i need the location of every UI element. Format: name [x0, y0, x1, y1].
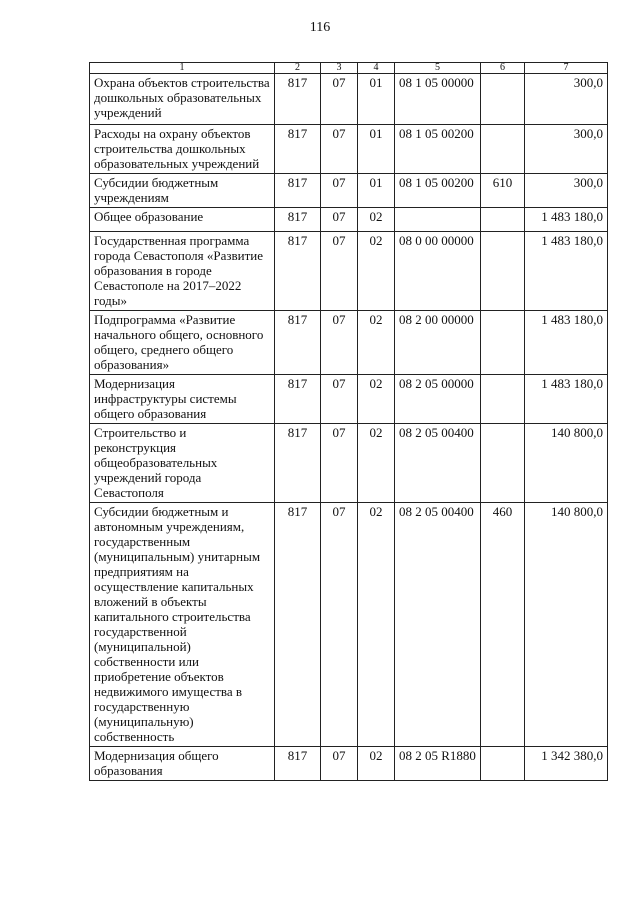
- header-row: [90, 63, 608, 74]
- row-ved: 817: [275, 311, 321, 375]
- row-rz: 07: [321, 375, 358, 424]
- row-pr: 02: [358, 232, 395, 311]
- row-vr: [481, 311, 525, 375]
- table-row: [90, 311, 608, 375]
- row-pr: 02: [358, 311, 395, 375]
- col-header-4: 4: [358, 63, 395, 74]
- row-sum: 1 483 180,0: [525, 311, 608, 375]
- row-vr: [481, 208, 525, 232]
- row-name: Субсидии бюджетным учреждениям: [90, 174, 275, 208]
- row-name: Модернизация общего образования: [90, 747, 275, 781]
- row-csr: 08 0 00 00000: [395, 232, 481, 311]
- row-pr: 02: [358, 747, 395, 781]
- row-rz: 07: [321, 74, 358, 125]
- row-name: Модернизация инфраструктуры системы общего образования: [90, 375, 275, 424]
- row-sum: 1 483 180,0: [525, 375, 608, 424]
- row-csr: 08 2 05 00400: [395, 424, 481, 503]
- table-row: [90, 424, 608, 503]
- row-csr: 08 1 05 00200: [395, 125, 481, 174]
- row-pr: 01: [358, 125, 395, 174]
- row-ved: 817: [275, 74, 321, 125]
- row-csr: 08 1 05 00000: [395, 74, 481, 125]
- col-header-1: 1: [90, 63, 275, 74]
- row-name: Государственная программа города Севастополя «Развитие образования в городе Севастополе на 2017–2022 годы»: [90, 232, 275, 311]
- row-sum: 300,0: [525, 174, 608, 208]
- row-pr: 01: [358, 74, 395, 125]
- row-csr: 08 2 05 R1880: [395, 747, 481, 781]
- row-vr: 460: [481, 503, 525, 747]
- row-sum: 1 483 180,0: [525, 232, 608, 311]
- row-name: Расходы на охрану объектов строительства дошкольных образовательных учреждений: [90, 125, 275, 174]
- row-vr: 610: [481, 174, 525, 208]
- table-row: [90, 747, 608, 781]
- row-csr: 08 1 05 00200: [395, 174, 481, 208]
- row-csr: [395, 208, 481, 232]
- row-ved: 817: [275, 232, 321, 311]
- row-ved: 817: [275, 174, 321, 208]
- table-row: [90, 375, 608, 424]
- row-rz: 07: [321, 232, 358, 311]
- col-header-7: 7: [525, 63, 608, 74]
- row-name: Субсидии бюджетным и автономным учреждениям, государственным (муниципальным) унитарным предприятиям на осуществление капитальных вложений в объекты капитального строительства государственной (муниципальной) собственности или приобретение объектов недвижимого имущества в государственную (муниципальную) собственность: [90, 503, 275, 747]
- row-sum: 140 800,0: [525, 424, 608, 503]
- row-name: Подпрограмма «Развитие начального общего, основного общего, среднего общего образования»: [90, 311, 275, 375]
- table-row: [90, 174, 608, 208]
- row-pr: 02: [358, 424, 395, 503]
- col-header-6: 6: [481, 63, 525, 74]
- row-rz: 07: [321, 208, 358, 232]
- table-row: [90, 232, 608, 311]
- row-sum: 140 800,0: [525, 503, 608, 747]
- row-pr: 02: [358, 375, 395, 424]
- row-ved: 817: [275, 208, 321, 232]
- row-sum: 300,0: [525, 125, 608, 174]
- col-header-2: 2: [275, 63, 321, 74]
- row-name: Охрана объектов строительства дошкольных образовательных учреждений: [90, 74, 275, 125]
- row-rz: 07: [321, 424, 358, 503]
- row-ved: 817: [275, 424, 321, 503]
- row-pr: 02: [358, 208, 395, 232]
- row-rz: 07: [321, 174, 358, 208]
- row-name: Строительство и реконструкция общеобразовательных учреждений города Севастополя: [90, 424, 275, 503]
- row-sum: 300,0: [525, 74, 608, 125]
- table-row: [90, 125, 608, 174]
- row-pr: 01: [358, 174, 395, 208]
- table-row: [90, 503, 608, 747]
- row-vr: [481, 375, 525, 424]
- row-sum: 1 342 380,0: [525, 747, 608, 781]
- row-ved: 817: [275, 503, 321, 747]
- row-csr: 08 2 05 00000: [395, 375, 481, 424]
- row-ved: 817: [275, 375, 321, 424]
- row-ved: 817: [275, 125, 321, 174]
- table-row: [90, 208, 608, 232]
- page-number: 116: [309, 20, 331, 35]
- row-rz: 07: [321, 747, 358, 781]
- row-vr: [481, 125, 525, 174]
- row-rz: 07: [321, 311, 358, 375]
- row-csr: 08 2 00 00000: [395, 311, 481, 375]
- row-rz: 07: [321, 503, 358, 747]
- row-csr: 08 2 05 00400: [395, 503, 481, 747]
- row-vr: [481, 747, 525, 781]
- row-rz: 07: [321, 125, 358, 174]
- table-row: [90, 74, 608, 125]
- col-header-5: 5: [395, 63, 481, 74]
- row-ved: 817: [275, 747, 321, 781]
- row-name: Общее образование: [90, 208, 275, 232]
- budget-table: [89, 62, 608, 781]
- row-sum: 1 483 180,0: [525, 208, 608, 232]
- col-header-3: 3: [321, 63, 358, 74]
- row-vr: [481, 232, 525, 311]
- row-vr: [481, 74, 525, 125]
- row-vr: [481, 424, 525, 503]
- row-pr: 02: [358, 503, 395, 747]
